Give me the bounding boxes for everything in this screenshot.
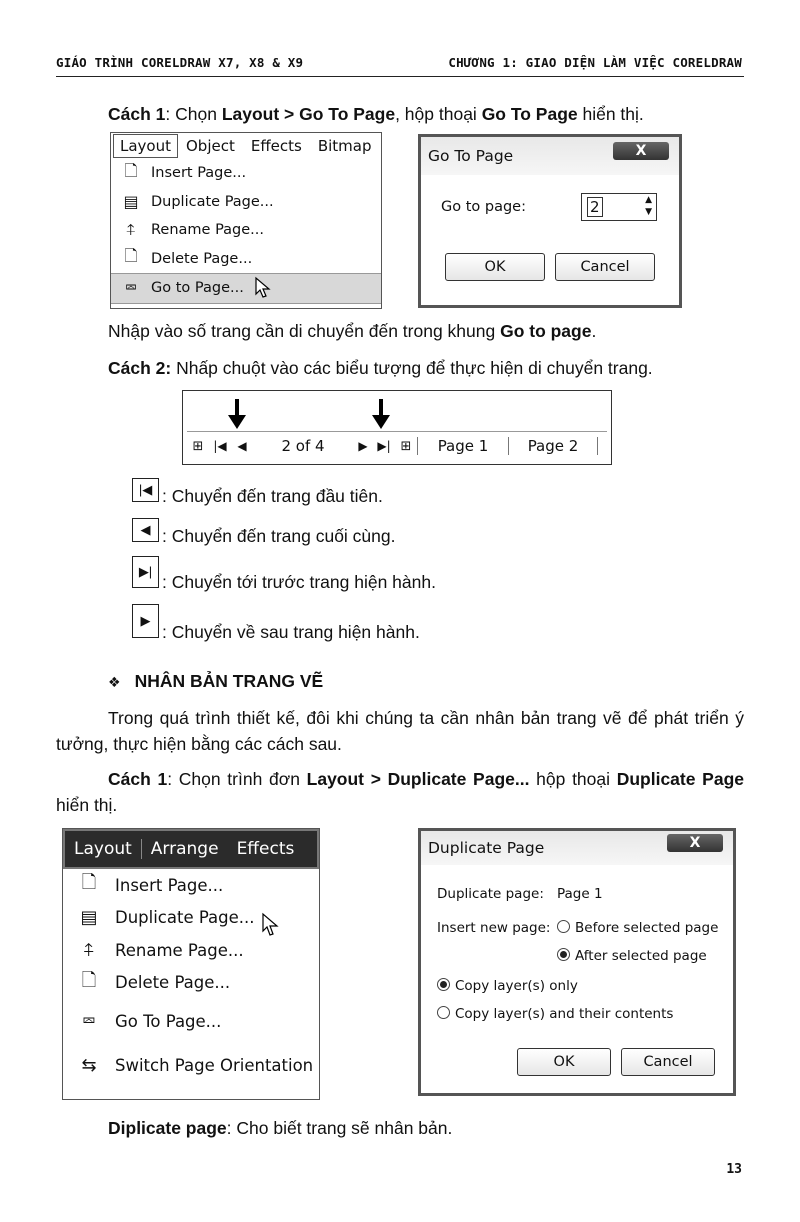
cancel-button[interactable]: Cancel (555, 253, 655, 281)
page-navigator-screenshot (182, 390, 612, 465)
layout-menu-dark-screenshot (62, 828, 320, 1100)
menu-item-label: Switch Page Orientation (115, 1055, 314, 1075)
insert-new-page-label: Insert new page: (437, 920, 551, 936)
page-tab-1[interactable]: Page 1 (417, 437, 508, 455)
menu-item-rename-page[interactable] (111, 216, 381, 245)
switch-orientation-icon: ⇆ (81, 1054, 97, 1076)
dialog-title: Duplicate Page (428, 839, 545, 857)
duplicate-page-description (108, 1115, 452, 1141)
ok-button[interactable]: OK (445, 253, 545, 281)
radio-copy-layers-only[interactable] (437, 978, 578, 994)
menu-bar (111, 133, 381, 159)
section-intro: Trong quá trình thiết kế, đôi khi chúng ta cần nhân bản trang vẽ để phát triển ý tưởng, thực hiện bằng các cách sau. (56, 708, 744, 754)
text-run-bold: Go to page (500, 321, 592, 341)
menu-item-insert-page[interactable] (111, 159, 381, 188)
menu-item-rename-page[interactable] (63, 934, 319, 967)
menu-item-label: Rename Page... (115, 940, 244, 960)
close-icon[interactable]: X (667, 834, 723, 852)
delete-page-icon: 🗋 (81, 969, 97, 991)
menu-path: Layout > Duplicate Page... (306, 769, 530, 789)
navigator-strip (187, 431, 607, 460)
last-page-icon[interactable]: ▶| (377, 439, 391, 453)
method-2-paragraph (108, 355, 653, 381)
menu-item-label: Delete Page... (115, 973, 231, 993)
menu-item-go-to-page[interactable] (63, 999, 319, 1043)
menu-item-label: Go to Page... (151, 280, 244, 297)
text-run: Nhấp chuột vào các biểu tượng để thực hiện di chuyển trang. (171, 358, 653, 378)
spinner-arrows-icon[interactable]: ▲ ▼ (645, 195, 652, 217)
cancel-button[interactable]: Cancel (621, 1048, 715, 1076)
menu-item-label: Duplicate Page... (151, 193, 274, 210)
add-page-before-icon[interactable]: ⊞ (192, 438, 204, 454)
rename-page-icon: ⍏ (83, 939, 95, 961)
menu-path: Layout > Go To Page (221, 104, 396, 124)
section-heading (108, 668, 323, 696)
menu-arrange[interactable]: Arrange (150, 839, 219, 859)
radio-icon[interactable] (437, 1006, 450, 1019)
radio-before-selected[interactable] (557, 920, 718, 936)
legend-text: : Chuyển về sau trang hiện hành. (162, 622, 420, 642)
layout-menu-screenshot (110, 132, 382, 309)
duplicate-page-value: Page 1 (557, 886, 603, 902)
menu-item-delete-page[interactable] (111, 245, 381, 274)
ok-button[interactable]: OK (517, 1048, 611, 1076)
text-run: hộp thoại (529, 769, 617, 789)
menu-layout[interactable]: Layout (113, 134, 178, 158)
page-counter: 2 of 4 (281, 437, 325, 455)
bullet-icon: ❖ (108, 675, 121, 691)
text-run: . (591, 321, 597, 341)
duplicate-page-dialog (418, 828, 736, 1096)
method-2-label: Cách 2: (108, 358, 172, 378)
running-header-left: GIÁO TRÌNH CORELDRAW X7, X8 & X9 (56, 55, 304, 70)
method-1-label: Cách 1 (108, 769, 168, 789)
duplicate-page-icon: ▤ (80, 907, 98, 929)
dialog-title: Go To Page (428, 147, 514, 165)
section-title: NHÂN BẢN TRANG VẼ (134, 671, 324, 691)
menu-item-label: Rename Page... (151, 222, 265, 239)
radio-icon[interactable] (557, 920, 570, 933)
legend-text: : Chuyển đến trang cuối cùng. (162, 526, 396, 546)
insert-page-icon: 🗋 (124, 160, 138, 180)
duplicate-page-label: Duplicate page: (437, 886, 544, 902)
menu-item-switch-orientation[interactable] (63, 1043, 319, 1087)
previous-page-icon[interactable]: ◀ (237, 439, 247, 453)
radio-label: Copy layer(s) only (455, 978, 578, 994)
delete-page-icon: 🗋 (124, 246, 138, 266)
instruction-paragraph (108, 318, 596, 344)
go-to-page-dialog (418, 134, 682, 308)
term: Diplicate page (108, 1118, 227, 1138)
menu-effects[interactable]: Effects (236, 839, 295, 859)
arrow-down-icon (225, 397, 249, 431)
dialog-name: Go To Page (481, 104, 578, 124)
arrow-down-icon (369, 397, 393, 431)
radio-label: After selected page (575, 948, 707, 964)
text-run: : Cho biết trang sẽ nhân bản. (226, 1118, 453, 1138)
mouse-cursor-icon (261, 912, 281, 938)
go-to-page-icon: ⮹ (81, 1010, 97, 1032)
page-tab-2[interactable]: Page 2 (508, 437, 598, 455)
running-header-right: CHƯƠNG 1: GIAO DIỆN LÀM VIỆC CORELDRAW (448, 55, 742, 70)
text-run: , hộp thoại (395, 104, 482, 124)
text-run: hiển thị. (577, 104, 644, 124)
menu-item-label: Delete Page... (151, 250, 253, 267)
page-number-spinner[interactable] (581, 193, 657, 221)
first-page-icon: |◀ (132, 478, 159, 502)
first-page-icon[interactable]: |◀ (213, 439, 227, 453)
menu-item-label: Insert Page... (115, 875, 224, 895)
go-to-page-label: Go to page: (441, 199, 526, 215)
legend-text: : Chuyển đến trang đầu tiên. (162, 486, 383, 506)
close-icon[interactable]: X (613, 142, 669, 160)
next-page-icon[interactable]: ▶ (358, 439, 368, 453)
rename-page-icon: ⍏ (126, 220, 136, 240)
menu-item-go-to-page[interactable] (111, 273, 381, 304)
header-rule (56, 76, 744, 77)
radio-label: Copy layer(s) and their contents (455, 1006, 674, 1022)
page-number-value[interactable]: 2 (587, 197, 603, 217)
duplicate-method-1-paragraph (56, 766, 744, 818)
dialog-title-bar (421, 831, 733, 865)
menu-item-label: Insert Page... (151, 165, 247, 182)
menu-layout[interactable]: Layout (65, 839, 142, 859)
legend-text: : Chuyển tới trước trang hiện hành. (162, 572, 436, 592)
add-page-after-icon[interactable]: ⊞ (400, 438, 412, 454)
dialog-name: Duplicate Page (616, 769, 744, 789)
menu-item-label: Go To Page... (115, 1011, 222, 1031)
go-to-page-icon: ⮹ (124, 278, 138, 298)
page-number: 13 (726, 1162, 742, 1177)
radio-selected-icon[interactable] (437, 978, 450, 991)
radio-label: Before selected page (575, 920, 719, 936)
method-1-paragraph (108, 101, 644, 127)
dialog-title-bar (421, 137, 679, 175)
menu-bar (63, 829, 319, 869)
text-run: Nhập vào số trang cần di chuyển đến trong khung (108, 321, 501, 341)
mouse-cursor-icon (254, 276, 272, 300)
next-page-icon: ▶ (132, 604, 159, 638)
previous-page-icon: ◀ (132, 518, 159, 542)
radio-copy-layers-contents[interactable] (437, 1006, 673, 1022)
text-run: : Chọn (165, 104, 222, 124)
method-1-label: Cách 1 (108, 104, 166, 124)
text-run: : Chọn trình đơn (167, 769, 307, 789)
menu-bitmap[interactable]: Bitmap (317, 137, 372, 155)
radio-after-selected[interactable] (557, 948, 707, 964)
insert-page-icon: 🗋 (81, 872, 97, 894)
menu-item-delete-page[interactable] (63, 967, 319, 1000)
radio-selected-icon[interactable] (557, 948, 570, 961)
duplicate-page-icon: ▤ (123, 192, 139, 212)
menu-item-label: Duplicate Page... (115, 908, 255, 928)
text-run: hiển thị. (56, 795, 118, 815)
menu-item-insert-page[interactable] (63, 869, 319, 902)
menu-item-duplicate-page[interactable] (63, 902, 319, 935)
last-page-icon: ▶| (132, 556, 159, 588)
menu-effects[interactable]: Effects (250, 137, 302, 155)
menu-object[interactable]: Object (186, 137, 235, 155)
menu-item-duplicate-page[interactable] (111, 188, 381, 217)
